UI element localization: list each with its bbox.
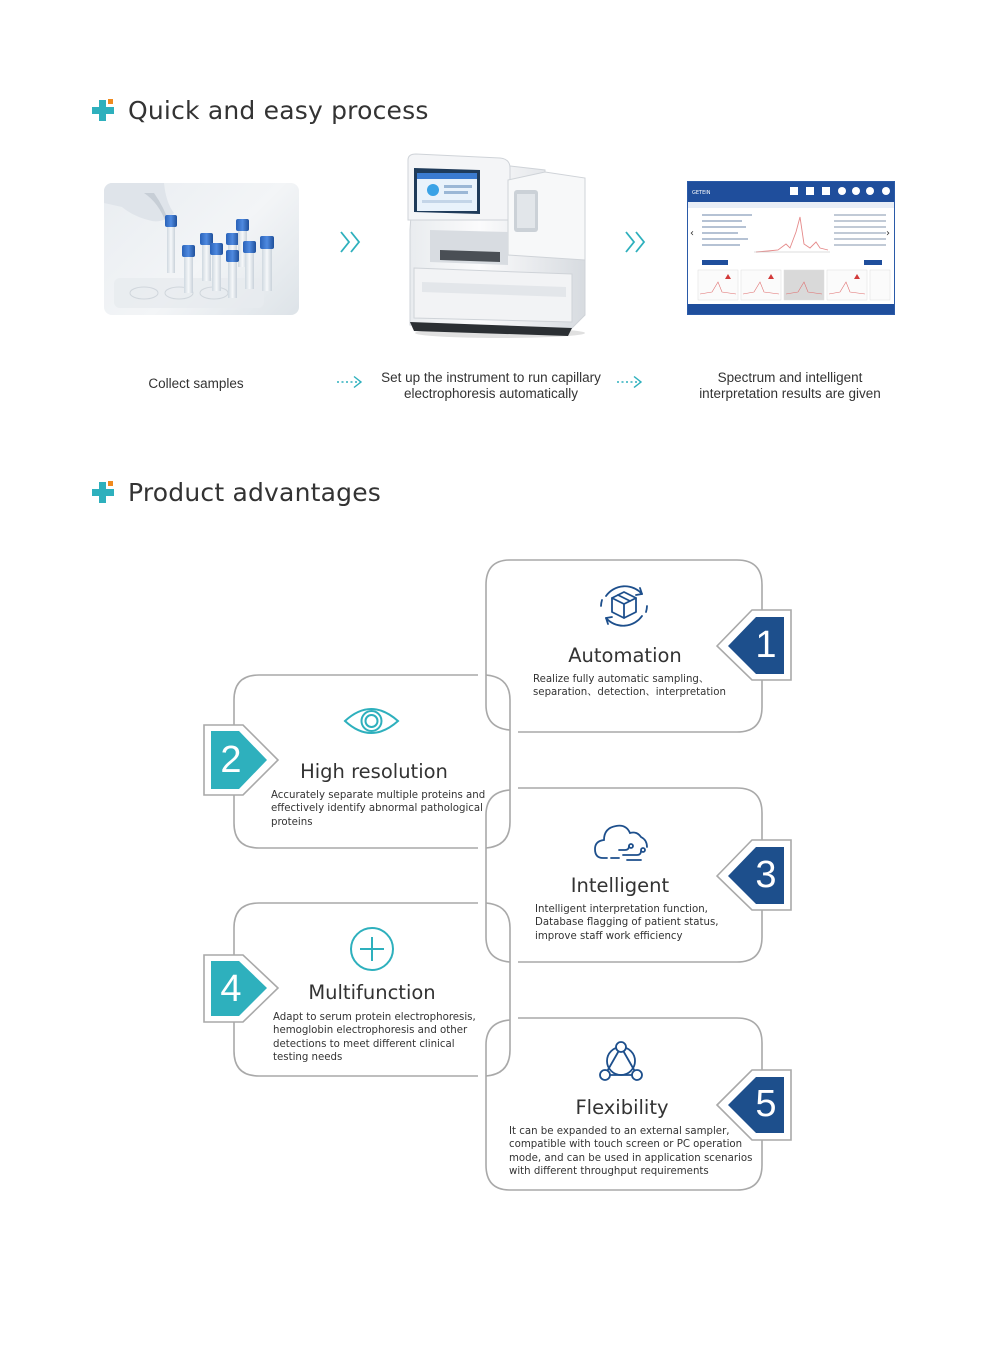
advantage-desc-multifunction: Adapt to serum protein electrophoresis, hemoglobin electrophoresis and other detections to meet different clinical testing needs	[273, 1012, 476, 1064]
advantages-title-text: Product advantages	[128, 478, 382, 507]
box-cycle-icon	[596, 580, 652, 632]
svg-text:‹: ‹	[690, 228, 694, 239]
eye-icon	[343, 703, 400, 739]
step-1-label: Collect samples	[148, 376, 244, 391]
badge-number-4: 4	[220, 968, 242, 1010]
plus-circle-icon	[348, 925, 396, 973]
advantage-title-intelligent: Intelligent	[570, 874, 670, 897]
badge-number-5: 5	[755, 1083, 777, 1125]
step-3-label: Spectrum and intelligent interpretation results are given	[699, 370, 881, 401]
advantage-title-automation: Automation	[568, 644, 682, 667]
badge-number-2: 2	[220, 739, 242, 781]
advantage-desc-automation: Realize fully automatic sampling、 separation、detection、interpretation	[533, 674, 726, 699]
badge-number-1: 1	[755, 624, 777, 666]
step-2-label: Set up the instrument to run capillary electrophoresis automatically	[381, 370, 601, 401]
advantage-desc-intelligent: Intelligent interpretation function, Database flagging of patient status, improve staff work efficiency	[535, 904, 719, 942]
badge-number-3: 3	[755, 854, 777, 896]
advantage-desc-high-resolution: Accurately separate multiple proteins and effectively identify abnormal pathological proteins	[271, 790, 486, 828]
advantage-title-high-resolution: High resolution	[300, 760, 448, 783]
advantage-desc-flexibility: It can be expanded to an external sampler, compatible with touch screen or PC operation mode, and can be used in application scenarios with different throughput requirements	[509, 1126, 753, 1178]
advantage-title-flexibility: Flexibility	[575, 1096, 669, 1119]
advantage-title-multifunction: Multifunction	[308, 981, 436, 1004]
svg-text:›: ›	[886, 228, 890, 239]
network-triangle-icon	[597, 1039, 645, 1083]
software-brand-text: GETEIN	[692, 190, 711, 196]
process-title-text: Quick and easy process	[128, 96, 429, 125]
cloud-data-icon	[593, 820, 649, 862]
